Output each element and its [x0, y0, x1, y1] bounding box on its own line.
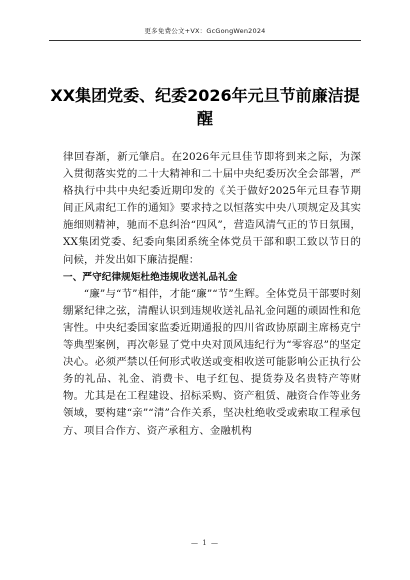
document-body	[63, 149, 361, 440]
section-heading: 一、严守纪律规矩杜绝违规收送礼品礼金	[63, 271, 238, 283]
page-number: — 1 —	[191, 539, 219, 547]
header-divider	[49, 40, 361, 41]
document-title: XX集团党委、纪委2026年元旦节前廉洁提醒	[50, 86, 360, 128]
intro-paragraph: 律回春渐，新元肇启。在2026年元旦佳节即将到来之际，为深入贯彻落实党的二十大精神和二十届中央纪委历次全会部署，严格执行中共中央纪委近期印发的《关于做好2025年元旦春节期间正风肃纪工作的通知》要求持之以恒落实中央八项规定及其实施细则精神，驰而不息纠治“四风”，营造风清气正的节日氛围，XX集团党委、纪委向集团系统全体党员干部和职工致以节日的问候，并发出如下廉洁提醒：	[63, 151, 361, 266]
header-note: 更多免费公文+VX：GcGongWen2024	[144, 27, 266, 35]
section-paragraph: “廉”与“节”相伴，才能“廉”“节”生辉。全体党员干部要时刻绷紧纪律之弦，清醒认识到违规收送礼品礼金问题的顽固性和危害性。中央纪委国家监委近期通报的四川省政协原副主席杨克宁等典型案例，再次彰显了党中央对顶风违纪行为“零容忍”的坚定决心。必须严禁以任何形式收送或变相收送可能影响公正执行公务的礼品、礼金、消费卡、电子红包、提货券及名贵特产等财物。尤其是在工程建设、招标采购、资产租赁、融资合作等业务领域，要构建“亲”“清”合作关系，坚决杜绝收受或索取工程承包方、项目合作方、资产承租方、金融机构	[63, 287, 361, 437]
